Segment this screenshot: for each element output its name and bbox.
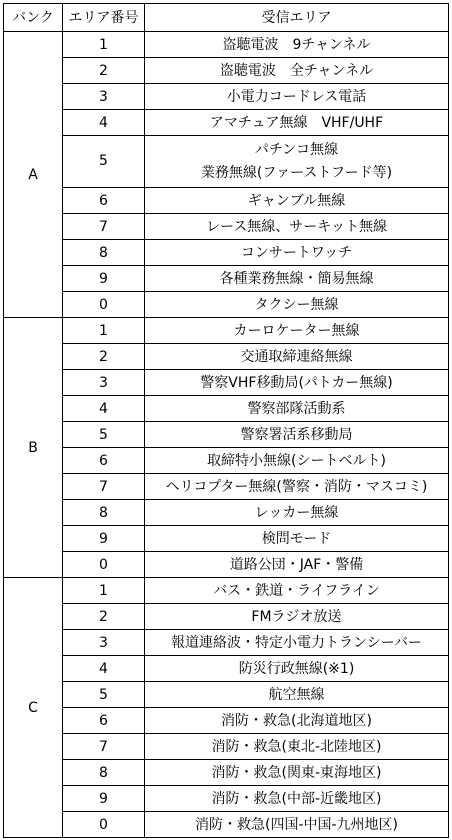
reception-area-text: 消防・救急(関東-東海地区) [211, 764, 382, 781]
reception-area-cell [145, 84, 449, 110]
reception-area-cell [145, 110, 449, 136]
reception-area-text: 各種業務無線・簡易無線 [219, 270, 374, 287]
reception-area-cell [145, 630, 449, 656]
table-row [4, 240, 449, 266]
header-area-number: エリア番号 [63, 4, 145, 32]
reception-area-text: ヘリコプター無線(警察・消防・マスコミ) [165, 478, 428, 495]
header-row [4, 4, 449, 32]
reception-area-text: 報道連絡波・特定小電力トランシーバー [171, 634, 422, 651]
reception-area-text: 警察VHF移動局(パトカー無線) [200, 374, 393, 391]
reception-area-text: タクシー無線 [254, 296, 339, 313]
area-number-cell: 8 [63, 500, 145, 526]
area-number-cell: 5 [63, 422, 145, 448]
area-number-cell: 9 [63, 526, 145, 552]
reception-area-text: 道路公団・JAF・警備 [229, 556, 364, 573]
table-row [4, 214, 449, 240]
reception-area-text: カーロケーター無線 [233, 322, 360, 339]
header-reception-area: 受信エリア [145, 4, 449, 32]
area-number-cell: 4 [63, 110, 145, 136]
table-row [4, 188, 449, 214]
table-body [4, 32, 449, 838]
table-row [4, 786, 449, 812]
table-row [4, 604, 449, 630]
table-row [4, 708, 449, 734]
reception-area-text: 消防・救急(四国-中国-九州地区) [194, 816, 399, 833]
area-number-cell: 8 [63, 760, 145, 786]
reception-area-table-container [3, 3, 449, 838]
reception-area-cell [145, 552, 449, 578]
reception-area-text: FMラジオ放送 [251, 608, 342, 625]
reception-area-cell [145, 604, 449, 630]
table-row [4, 370, 449, 396]
reception-area-text: レース無線、サーキット無線 [205, 218, 388, 235]
reception-area-cell [145, 136, 449, 188]
reception-area-cell [145, 578, 449, 604]
area-number-cell: 5 [63, 136, 145, 188]
reception-area-cell [145, 188, 449, 214]
reception-area-cell [145, 526, 449, 552]
reception-area-cell [145, 656, 449, 682]
reception-area-cell [145, 708, 449, 734]
area-number-cell: 3 [63, 630, 145, 656]
reception-area-text: バス・鉄道・ライフライン [213, 582, 380, 599]
reception-area-cell [145, 396, 449, 422]
table-row [4, 578, 449, 604]
area-number-cell: 6 [63, 188, 145, 214]
area-number-cell: 0 [63, 812, 145, 838]
reception-area-text: アマチュア無線 VHF/UHF [209, 114, 384, 131]
area-number-cell: 2 [63, 604, 145, 630]
area-number-cell: 2 [63, 344, 145, 370]
reception-area-cell [145, 500, 449, 526]
table-row [4, 84, 449, 110]
area-number-cell: 0 [63, 292, 145, 318]
area-number-cell: 2 [63, 58, 145, 84]
area-number-cell: 7 [63, 734, 145, 760]
table-row [4, 318, 449, 344]
reception-area-cell [145, 812, 449, 838]
area-number-cell: 9 [63, 266, 145, 292]
reception-area-cell [145, 214, 449, 240]
table-row [4, 630, 449, 656]
area-number-cell: 7 [63, 214, 145, 240]
reception-area-cell [145, 786, 449, 812]
area-number-cell: 1 [63, 318, 145, 344]
area-number-cell: 6 [63, 448, 145, 474]
reception-area-cell [145, 292, 449, 318]
table-row [4, 552, 449, 578]
table-row [4, 682, 449, 708]
reception-area-text: 小電力コードレス電話 [226, 88, 367, 105]
area-number-cell: 5 [63, 682, 145, 708]
reception-area-cell [145, 240, 449, 266]
reception-area-text: 交通取締連絡無線 [240, 348, 353, 365]
table-row [4, 422, 449, 448]
table-row [4, 812, 449, 838]
reception-area-cell [145, 32, 449, 58]
area-number-cell: 4 [63, 396, 145, 422]
reception-area-cell [145, 58, 449, 84]
table-row [4, 526, 449, 552]
reception-area-cell [145, 318, 449, 344]
reception-area-table [3, 3, 449, 838]
table-row [4, 396, 449, 422]
reception-area-cell [145, 422, 449, 448]
table-row [4, 344, 449, 370]
area-number-cell: 4 [63, 656, 145, 682]
area-number-cell: 7 [63, 474, 145, 500]
reception-area-text: ギャンブル無線 [247, 192, 346, 209]
reception-area-text: 消防・救急(北海道地区) [221, 712, 372, 729]
table-row [4, 110, 449, 136]
reception-area-text: 航空無線 [268, 686, 325, 703]
area-number-cell: 6 [63, 708, 145, 734]
table-row [4, 136, 449, 188]
table-row [4, 734, 449, 760]
reception-area-text: コンサートワッチ [240, 244, 353, 261]
reception-area-text: 消防・救急(中部-近畿地区) [211, 790, 382, 807]
header-bank: バンク [4, 4, 63, 32]
bank-cell: C [4, 578, 63, 838]
reception-area-cell [145, 760, 449, 786]
area-number-cell: 3 [63, 84, 145, 110]
reception-area-text: 盗聴電波 全チャンネル [219, 62, 374, 79]
table-row [4, 500, 449, 526]
table-row [4, 292, 449, 318]
reception-area-text: 検問モード [261, 530, 332, 547]
reception-area-text: 警察部隊活動系 [247, 400, 346, 417]
reception-area-text: 取締特小無線(シートベルト) [207, 452, 386, 469]
reception-area-text: レッカー無線 [254, 504, 339, 521]
reception-area-cell [145, 474, 449, 500]
reception-area-cell [145, 370, 449, 396]
table-row [4, 58, 449, 84]
table-row [4, 32, 449, 58]
reception-area-text: 盗聴電波 9チャンネル [222, 36, 371, 53]
reception-area-cell [145, 682, 449, 708]
reception-area-cell [145, 266, 449, 292]
reception-area-text: 防災行政無線(※1) [238, 660, 355, 677]
reception-area-text: 業務無線(ファーストフード等) [200, 164, 393, 181]
table-row [4, 656, 449, 682]
area-number-cell: 9 [63, 786, 145, 812]
area-number-cell: 1 [63, 578, 145, 604]
area-number-cell: 3 [63, 370, 145, 396]
reception-area-text: パチンコ無線 [254, 141, 339, 158]
table-row [4, 266, 449, 292]
reception-area-cell [145, 448, 449, 474]
table-row [4, 760, 449, 786]
reception-area-cell [145, 734, 449, 760]
table-row [4, 448, 449, 474]
area-number-cell: 8 [63, 240, 145, 266]
reception-area-text: 消防・救急(東北-北陸地区) [211, 738, 382, 755]
reception-area-text: 警察署活系移動局 [240, 426, 353, 443]
reception-area-cell [145, 344, 449, 370]
area-number-cell: 0 [63, 552, 145, 578]
bank-cell: A [4, 32, 63, 318]
table-row [4, 474, 449, 500]
area-number-cell: 1 [63, 32, 145, 58]
bank-cell: B [4, 318, 63, 578]
